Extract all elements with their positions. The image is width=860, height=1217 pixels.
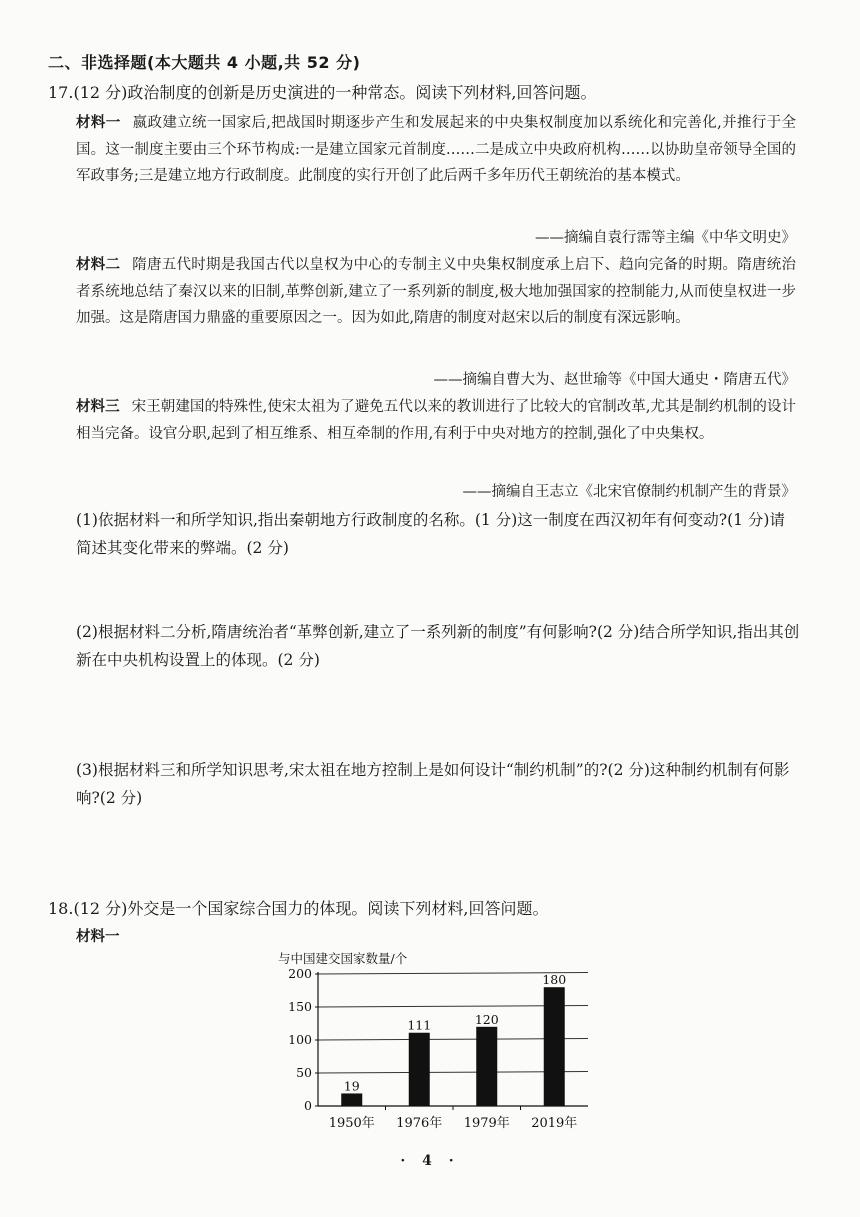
y-tick-label: 150 <box>288 999 312 1014</box>
material-text: 嬴政建立统一国家后,把战国时期逐步产生和发展起来的中央集权制度加以系统化和完善化,并推行于全国。这一制度主要由三个环节构成:一是建立国家元首制度……二是成立中央政府机构……以协助皇帝领导全国的军政事务;三是建立地方行政制度。此制度的实行开创了此后两千多年历代王朝统治的基本模式。 <box>76 115 797 184</box>
q17-material-1 <box>76 110 796 190</box>
x-tick-label: 1950年 <box>328 1116 375 1131</box>
page-number: · 4 · <box>400 1153 460 1169</box>
y-tick-label: 200 <box>288 966 312 981</box>
material-label: 材料二 <box>76 257 121 273</box>
q17-subquestion-1: (1)依据材料一和所学知识,指出秦朝地方行政制度的名称。(1 分)这一制度在西汉初年有何变动?(1 分)请简述其变化带来的弊端。(2 分) <box>76 511 785 557</box>
section-title: 二、非选择题(本大题共 4 小题,共 52 分) <box>48 53 361 72</box>
q18-material-label: 材料一 <box>76 929 120 945</box>
q18-stem: 18.(12 分)外交是一个国家综合国力的体现。阅读下列材料,回答问题。 <box>48 899 549 918</box>
x-tick-label: 1979年 <box>463 1116 510 1131</box>
q17-source-2: ——摘编自曹大为、赵世瑜等《中国大通史・隋唐五代》 <box>433 372 796 388</box>
bar-value-label: 111 <box>407 1017 432 1033</box>
x-tick-label: 1976年 <box>396 1116 443 1131</box>
x-tick-label: 2019年 <box>531 1116 578 1131</box>
q17-material-2 <box>76 252 796 332</box>
bar-chart-svg <box>270 950 590 1135</box>
bar-1976年 <box>409 1033 430 1106</box>
material-label: 材料一 <box>76 115 121 131</box>
bar-1950年 <box>341 1093 362 1106</box>
q17-subquestion-2: (2)根据材料二分析,隋唐统治者“革弊创新,建立了一系列新的制度”有何影响?(2 分)结合所学知识,指出其创新在中央机构设置上的体现。(2 分) <box>76 623 800 669</box>
q17-source-3: ——摘编自王志立《北宋官僚制约机制产生的背景》 <box>462 484 796 500</box>
y-axis-label: 与中国建交国家数量/个 <box>278 951 408 966</box>
y-tick-label: 50 <box>296 1065 312 1080</box>
bar-value-label: 180 <box>542 972 567 988</box>
diplomatic-relations-chart <box>270 950 590 1135</box>
material-text: 隋唐五代时期是我国古代以皇权为中心的专制主义中央集权制度承上启下、趋向完备的时期。隋唐统治者系统地总结了秦汉以来的旧制,革弊创新,建立了一系列新的制度,极大地加强国家的控制能力,从而使皇权进一步加强。这是隋唐国力鼎盛的重要原因之一。因为如此,隋唐的制度对赵宋以后的制度有深远影响。 <box>76 257 797 326</box>
bar-value-label: 19 <box>343 1078 360 1094</box>
y-tick-label: 0 <box>304 1098 312 1113</box>
material-text: 宋王朝建国的特殊性,使宋太祖为了避免五代以来的教训进行了比较大的官制改革,尤其是制约机制的设计相当完备。设官分职,起到了相互维系、相互牵制的作用,有利于中央对地方的控制,强化了中央集权。 <box>76 399 796 442</box>
bar-value-label: 120 <box>474 1011 499 1027</box>
q17-material-3 <box>76 394 796 447</box>
material-label: 材料三 <box>76 399 120 415</box>
q17-stem: 17.(12 分)政治制度的创新是历史演进的一种常态。阅读下列材料,回答问题。 <box>48 83 597 102</box>
q17-subquestion-3: (3)根据材料三和所学知识思考,宋太祖在地方控制上是如何设计“制约机制”的?(2 分)这种制约机制有何影响?(2 分) <box>76 761 790 807</box>
q17-source-1: ——摘编自袁行霈等主编《中华文明史》 <box>535 230 796 246</box>
bar-1979年 <box>476 1027 497 1106</box>
y-tick-label: 100 <box>288 1032 312 1047</box>
bar-2019年 <box>544 987 565 1106</box>
